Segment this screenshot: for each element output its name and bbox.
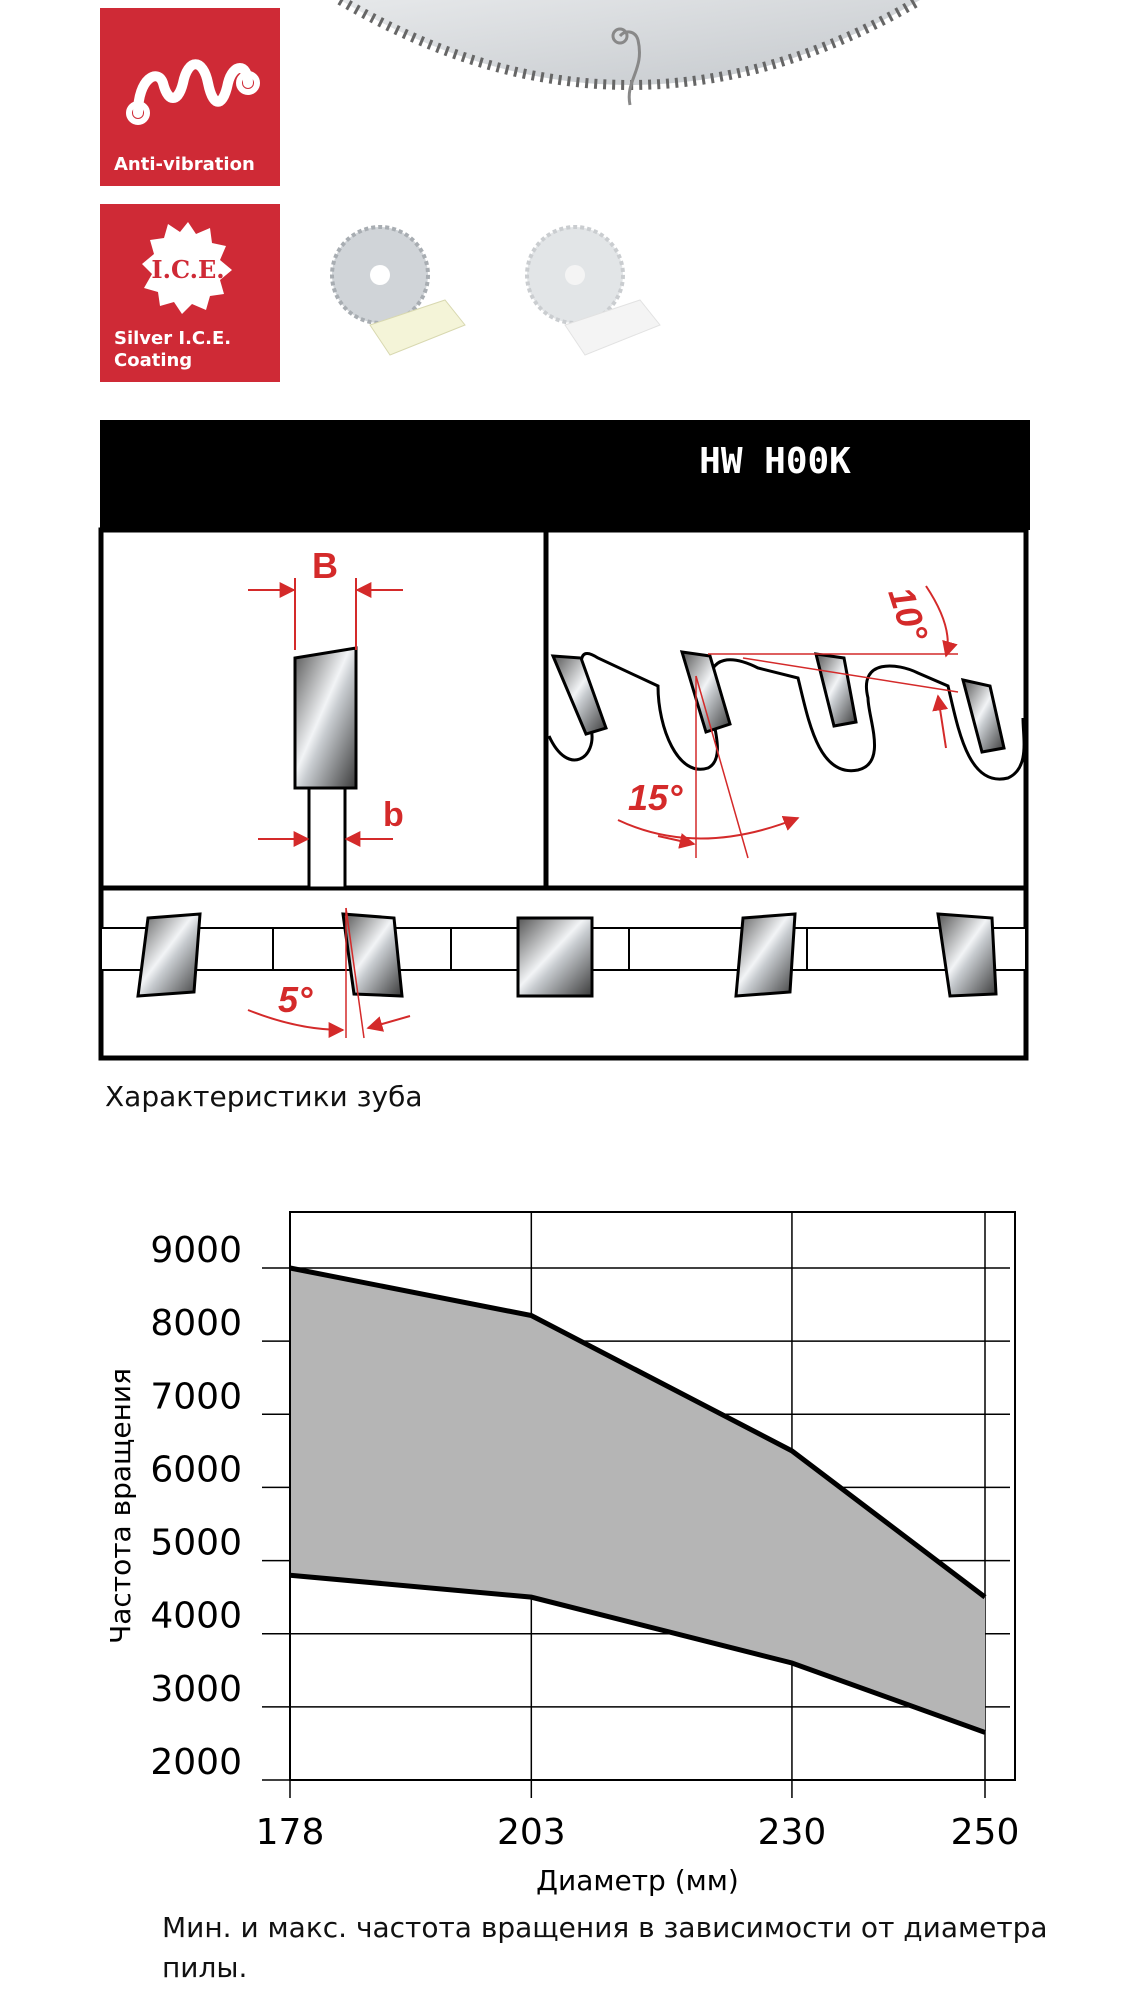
hook-angle-label: 15° [628,777,683,818]
product-thumbnail-image [525,205,675,365]
x-tick-label: 178 [255,1812,325,1853]
y-tick-label: 5000 [150,1522,242,1564]
rpm-range-area [290,1268,985,1732]
anti-vibration-badge [100,8,280,186]
x-axis-label: Диаметр (мм) [536,1864,739,1897]
saw-blade-image [300,0,960,130]
x-tick-label: 250 [950,1812,1020,1853]
product-thumbnail-image [330,205,480,365]
badge-label: Silver I.C.E. Coating [114,328,232,371]
ice-seal-text: I.C.E. [151,255,225,284]
silver-ice-coating-badge [100,204,280,382]
tooth-characteristics-table [98,418,1033,1062]
squiggle-icon [118,38,268,128]
y-tick-label: 8000 [150,1303,242,1345]
dim-B-label: B [312,545,338,586]
x-tick-label: 230 [757,1812,827,1853]
x-tick-label: 203 [496,1812,566,1853]
tooth-front-view [248,545,404,888]
tooth-side-profile [549,582,1024,858]
y-tick-label: 4000 [150,1595,242,1637]
y-tick-label: 9000 [150,1230,242,1271]
table-header [100,420,1030,530]
rpm-chart [0,1180,1125,1897]
chart-caption: Мин. и макс. частота вращения в зависимости от диаметра пилы. [162,1911,1048,1984]
ice-seal-icon [138,218,238,318]
badge-label: Anti-vibration [114,154,255,175]
side-angle-label: 5° [278,979,313,1020]
y-tick-label: 3000 [150,1668,242,1710]
y-tick-label: 2000 [150,1742,242,1783]
tooth-caption: Характеристики зуба [105,1080,423,1113]
dim-b-label: b [383,796,404,834]
header-title: HW H00K [699,441,851,482]
y-axis-label: Частота вращения [104,1368,137,1644]
clearance-angle-label: 10° [880,581,937,647]
y-tick-label: 6000 [150,1449,242,1491]
y-tick-label: 7000 [150,1376,242,1418]
tooth-top-view [101,908,1026,1038]
